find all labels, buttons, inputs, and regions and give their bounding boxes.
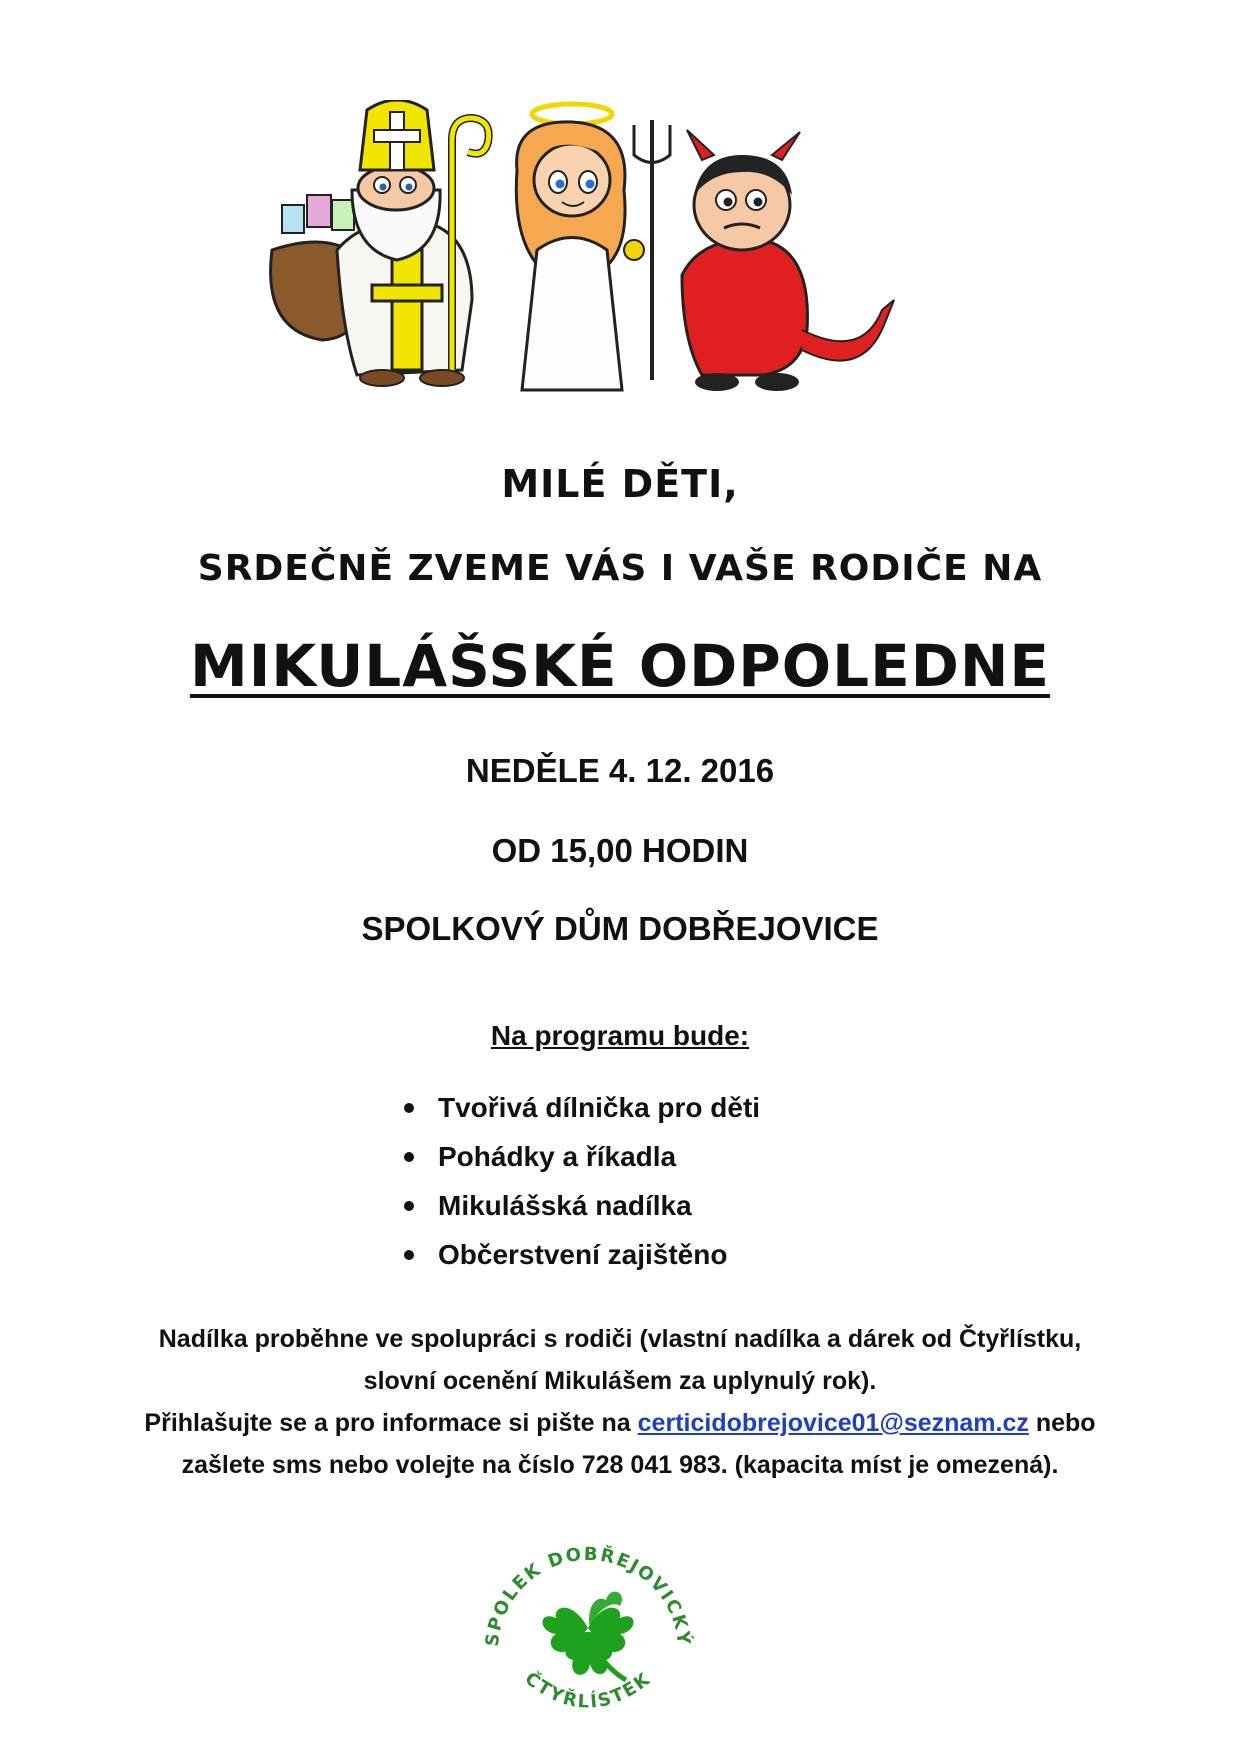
event-place: SPOLKOVÝ DŮM DOBŘEJOVICE (361, 910, 879, 947)
email-link[interactable]: certicidobrejovice01@seznam.cz (637, 1409, 1029, 1437)
nicholas-angel-devil-illustration (262, 100, 962, 430)
event-time: OD 15,00 HODIN (491, 832, 749, 869)
logo-bottom-text: ČTYŘLÍSTEK (520, 1668, 656, 1713)
notes-line-4: zašlete sms nebo volejte na číslo 728 041 983. (kapacita míst je omezená). (181, 1451, 1059, 1479)
invitation-line: SRDEČNĚ ZVEME VÁS I VAŠE RODIČE NA (197, 548, 1043, 589)
program-item: Pohádky a říkadla (400, 1137, 760, 1186)
notes-line-3-after: nebo (1028, 1409, 1096, 1437)
notes-line-1: Nadílka proběhne ve spolupráci s rodiči (vlastní nadílka a dárek od Čtyřlístku, (158, 1325, 1082, 1353)
program-item: Občerstvení zajištěno (400, 1235, 760, 1284)
devil-figure (634, 120, 894, 391)
event-title-text: MIKULÁŠSKÉ ODPOLEDNE (189, 632, 1050, 700)
event-title (0, 632, 1240, 700)
saint-nicholas-figure (271, 100, 489, 386)
angel-figure (516, 104, 644, 390)
notes-line-3 (100, 1402, 1140, 1444)
program-item: Mikulášská nadílka (400, 1186, 760, 1235)
program-heading (0, 1020, 1240, 1052)
notes-line-2: slovní ocenění Mikulášem za uplynulý rok). (363, 1367, 877, 1395)
program-list (400, 1088, 760, 1284)
ctyrlistek-logo (478, 1530, 698, 1720)
clover-icon (543, 1592, 634, 1680)
notes-paragraph (100, 1318, 1140, 1486)
program-item: Tvořivá dílnička pro děti (400, 1088, 760, 1137)
logo-top-text: SPOLEK DOBŘEJOVICKÝ (481, 1543, 695, 1648)
program-heading-text: Na programu bude: (490, 1020, 750, 1051)
greeting-line: MILÉ DĚTI, (501, 462, 739, 506)
event-date: NEDĚLE 4. 12. 2016 (465, 752, 775, 789)
notes-line-3-before: Přihlašujte se a pro informace si pište na (144, 1409, 638, 1437)
